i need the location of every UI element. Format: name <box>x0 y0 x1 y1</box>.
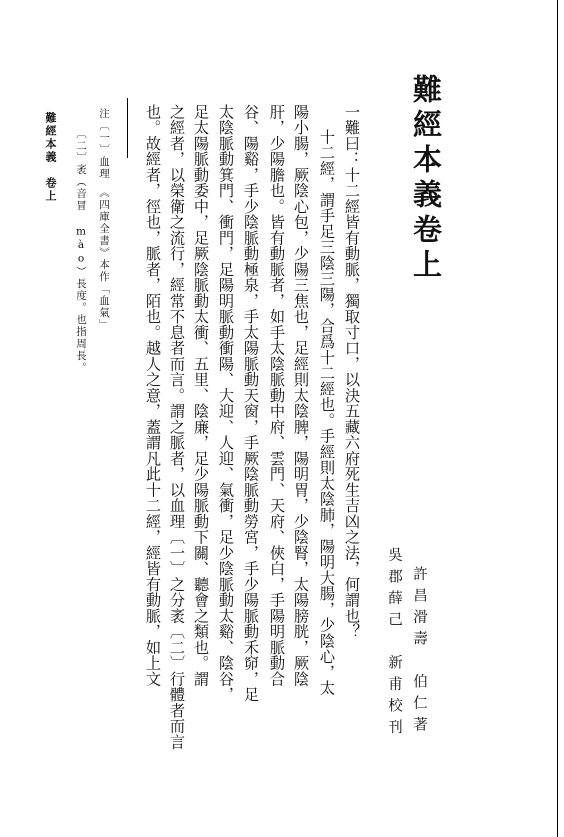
text-column-7: 足太陽脈動委中，足厥陰脈動太衝、五里、陰廉，足少陽脈動下關、聽會之類也。謂 <box>192 104 210 687</box>
text-column-4: 肝，少陽膽也。皆有動脈者，如手太陰脈動中府、雲門、天府、俠白，手陽明脈動合 <box>268 104 286 687</box>
footnote-divider <box>127 98 128 158</box>
editor-credit: 吳郡薛己 新甫校刊 <box>386 547 402 741</box>
text-column-6: 太陰脈動箕門、衝門，足陽明脈動衝陽、大迎、人迎、氣衝，足少陰脈動太谿、陰谷， <box>217 104 235 703</box>
text-column-2: 十二經，謂手足三陰三陽，合爲十二經也。手經則太陰肺，陽明大腸，少陰心，太 <box>318 129 336 696</box>
text-column-9: 也。故經者，徑也，脈者，陌也。越人之意，蓋謂凡此十二經，經皆有動脈，如上文 <box>144 104 162 687</box>
running-footer: 難經本義 卷上 <box>44 112 57 203</box>
volume-title: 難經本義卷上 <box>409 74 443 284</box>
footnote-1: 注〔一〕血理 《四庫全書》本作「血氣」 <box>98 108 110 331</box>
text-column-5: 谷、陽谿，手少陰脈動極泉，手太陽脈動天窗，手厥陰脈動勞宮，手少陽脈動禾窌，足 <box>242 104 260 703</box>
page-edge-line <box>557 0 558 837</box>
text-column-3: 陽小腸，厥陰心包，少陽三焦也，足經則太陰脾，陽明胃，少陰腎，太陽膀胱，厥陰 <box>292 104 310 687</box>
author-credit: 許昌滑壽 伯仁著 <box>411 566 427 738</box>
footnote-2: 〔二〕袤（音冒 mào）長度。也指周長。 <box>75 128 87 374</box>
text-column-8: 之經者，以榮衛之流行，經常不息者而言。謂之脈者，以血理〔一〕之分袤〔二〕行體者而言 <box>168 104 186 750</box>
text-column-1: 一難曰：十二經皆有動脈，獨取寸口，以決五藏六府死生吉凶之法，何謂也？ <box>343 104 361 640</box>
